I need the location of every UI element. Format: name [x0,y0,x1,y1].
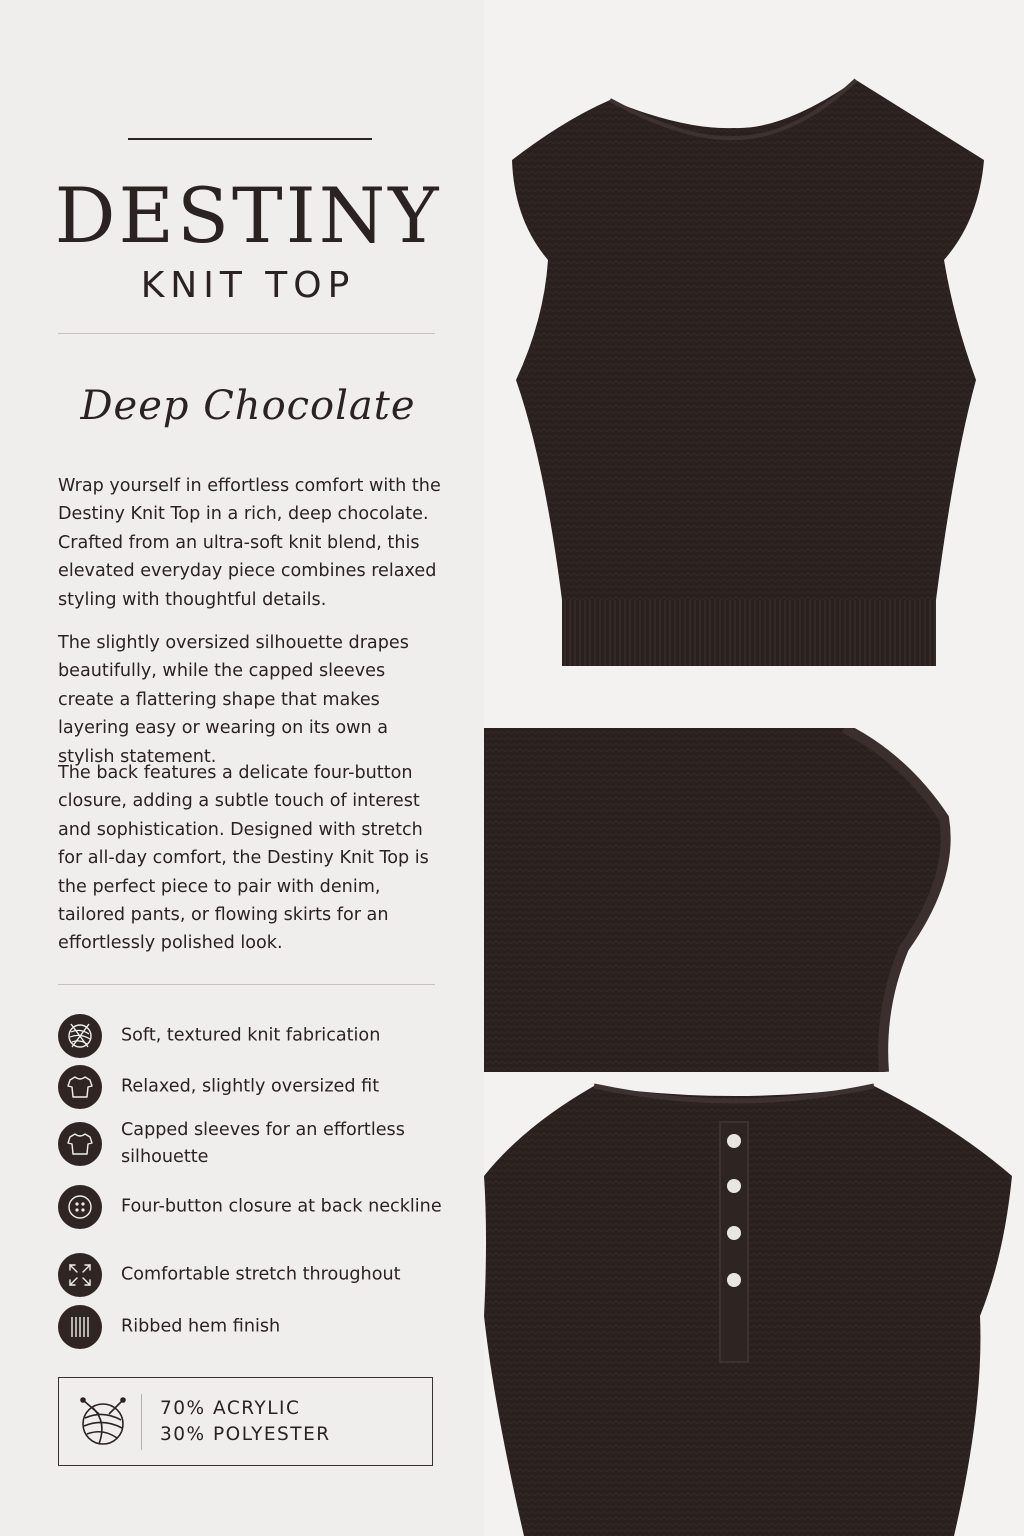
feature-item [58,1065,458,1109]
shoulder-closeup-photo [484,728,1024,1072]
feature-text: Four-button closure at back neckline [121,1196,442,1217]
feature-text: Soft, textured knit fabrication [121,1025,381,1046]
feature-item [58,1185,458,1229]
ribbed-lines-icon [58,1305,102,1349]
button-icon [58,1185,102,1229]
top-divider [128,138,372,140]
fabric-composition-box [58,1377,433,1466]
button-icon [727,1273,741,1287]
feature-item [58,1305,458,1349]
product-info-panel [0,0,484,1536]
product-subtitle: KNIT TOP [140,265,356,306]
fabric-composition-text [160,1396,331,1448]
divider [58,333,435,334]
description-paragraph-2: The slightly oversized silhouette drapes beautifully, while the capped sleeves create a flattering shape that makes layering easy or wearing on its own a stylish statement. [58,633,409,767]
description-paragraph-3: The back features a delicate four-button closure, adding a subtle touch of interest and sophistication. Designed with stretch for all-day comfort, the Destiny Knit Top is the perfect piece to pair with denim, tailored pants, or flowing skirts for an effortlessly polished look. [58,763,429,954]
yarn-ball-icon [77,1394,129,1450]
feature-text: Ribbed hem finish [121,1316,281,1337]
button-icon [727,1179,741,1193]
fabric-divider [141,1394,142,1450]
description-paragraph-1: Wrap yourself in effortless comfort with the Destiny Knit Top in a rich, deep chocolate. Crafted from an ultra-soft knit blend, this elevated everyday piece combines relaxed styling with thoughtful details. [58,476,441,610]
color-name: Deep Chocolate [80,383,416,429]
feature-text: Relaxed, slightly oversized fit [121,1076,380,1097]
feature-text: Comfortable stretch throughout [121,1264,401,1285]
tshirt-icon [58,1122,102,1166]
front-view-photo [484,0,1024,720]
feature-text: Capped sleeves for an effortless silhouette [121,1120,405,1167]
back-view-photo [484,1076,1024,1536]
fabric-line-2: 30% POLYESTER [160,1424,331,1445]
divider [58,984,435,985]
button-icon [727,1134,741,1148]
product-photos-panel [484,0,1024,1536]
button-icon [727,1226,741,1240]
feature-item [58,1122,458,1166]
feature-item [58,1014,458,1058]
stretch-arrows-icon [58,1253,102,1297]
fabric-line-1: 70% ACRYLIC [160,1398,301,1419]
product-title: DESTINY [54,171,442,260]
yarn-ball-icon [58,1014,102,1058]
feature-item [58,1253,458,1297]
tshirt-icon [58,1065,102,1109]
